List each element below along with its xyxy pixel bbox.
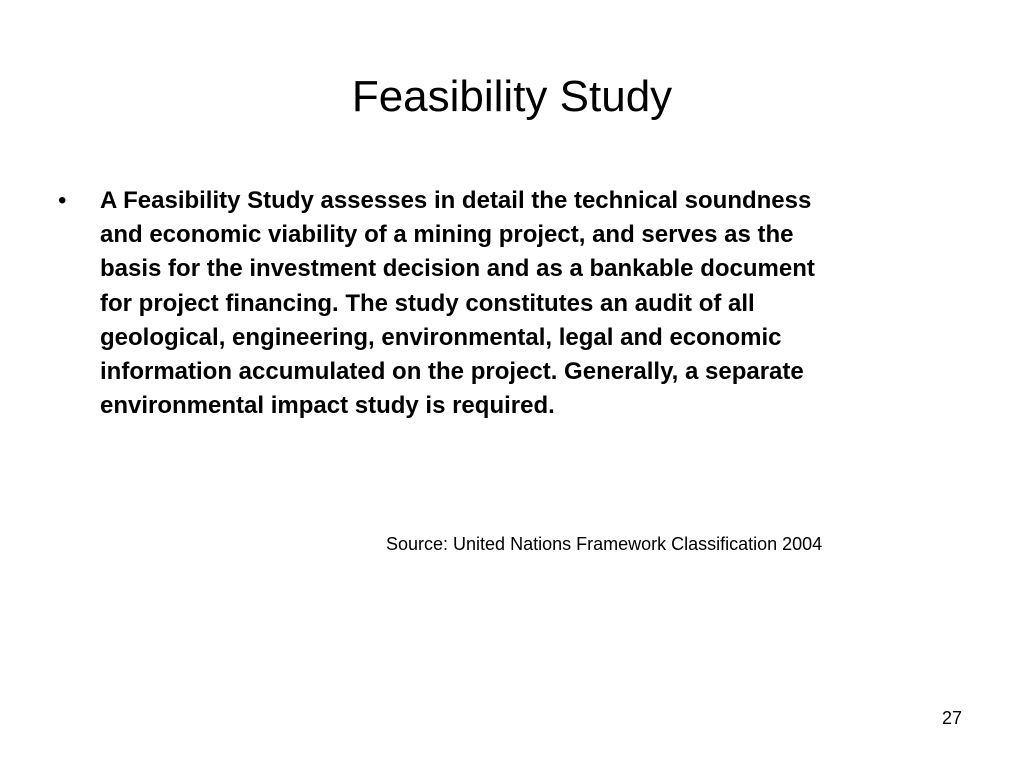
- bullet-item: [58, 184, 958, 423]
- bullet-marker: •: [58, 187, 67, 214]
- source-citation: Source: United Nations Framework Classification 2004: [386, 534, 823, 554]
- page-number: 27: [941, 708, 962, 728]
- bullet-text: A Feasibility Study assesses in detail the technical soundness and economic viability of a mining project, and serves as the basis for the investment decision and as a bankable document for project financing. The study constitutes an audit of all geological, engineering, environmental, legal and economic information accumulated on the project. Generally, a separate environmental impact study is required.: [100, 187, 815, 420]
- slide-title: Feasibility Study: [351, 72, 673, 121]
